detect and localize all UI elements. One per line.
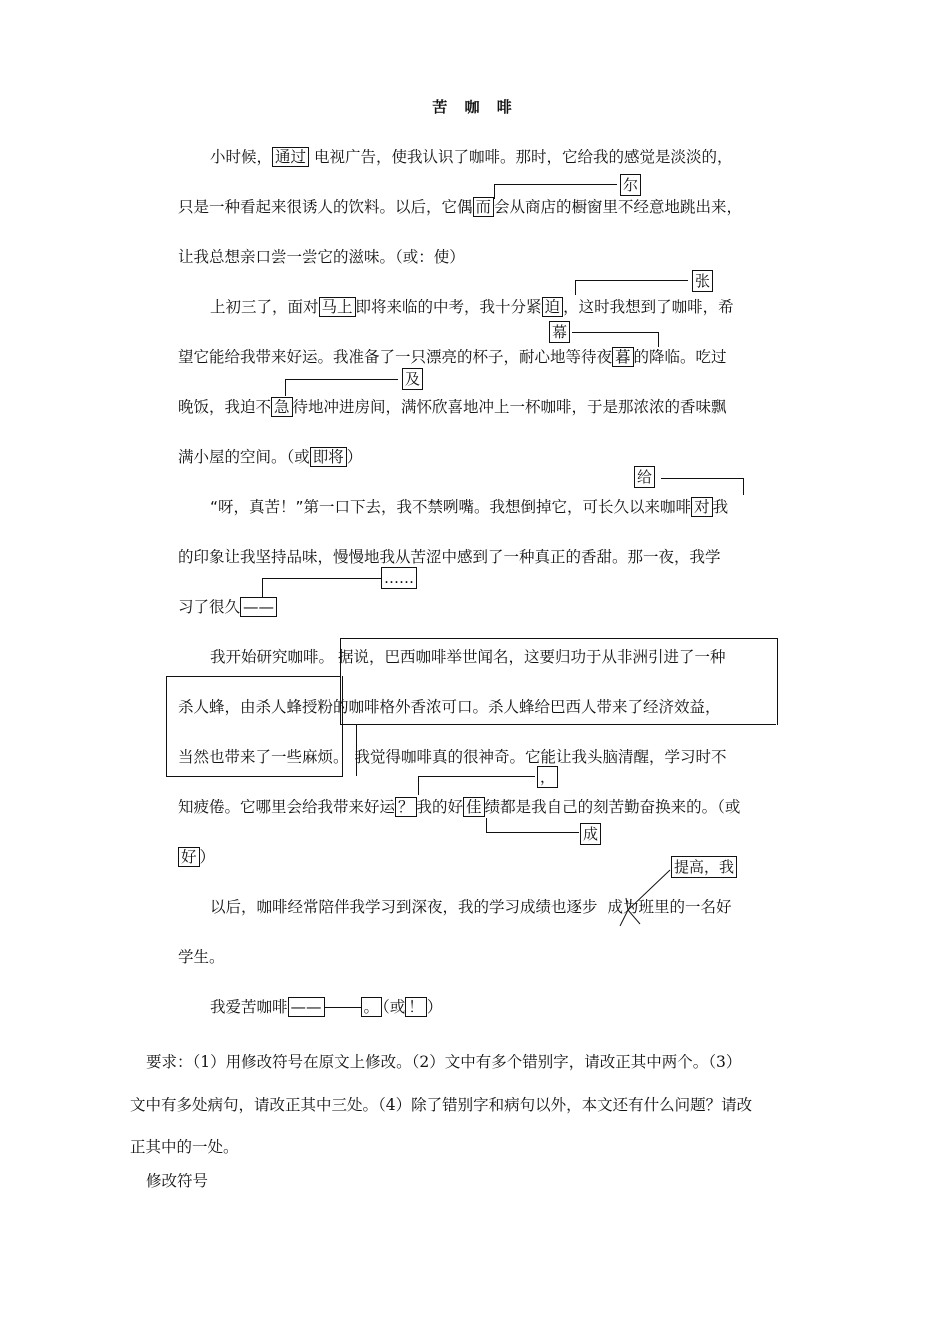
p5-text: 成为班里的一名好: [607, 898, 732, 916]
p4-text: 我觉得咖啡真的很神奇。它能让我头脑清醒，学习时不: [354, 748, 727, 766]
p4-text: 我的好: [416, 798, 464, 816]
p2-line-4: [178, 446, 362, 468]
p4-line-3: [178, 746, 727, 768]
p4-text: 绩都是我自己的刻苦勤奋换来的。（或: [484, 798, 741, 816]
correction-box: 即将: [310, 447, 347, 467]
requirements-line-3: 正其中的一处。: [130, 1138, 239, 1156]
p2-text: ）: [346, 448, 363, 466]
correction-line: [572, 332, 659, 347]
p5-text: 以后，咖啡经常陪伴我学习到深夜，我的学习成绩也逐步: [210, 898, 598, 916]
correction-mark-gei: 给: [634, 466, 655, 488]
requirements-line-1: 要求：（1）用修改符号在原文上修改。（2）文中有多个错别字，请改正其中两个。（3）: [146, 1053, 742, 1071]
p1-text: 小时候，: [210, 148, 273, 166]
correction-box: 马上: [319, 297, 356, 317]
move-box-edge: [166, 676, 340, 677]
correction-mark-mu: 幕: [549, 321, 570, 343]
p2-line-2: [178, 346, 727, 368]
p4-line-2: 杀人蜂，由杀人蜂授粉的咖啡格外香浓可口。杀人蜂给巴西人带来了经济效益，: [178, 698, 721, 716]
p1-line-3: 让我总想亲口尝一尝它的滋味。（或：使）: [178, 248, 465, 266]
correction-mark-tigao: 提高，我: [671, 856, 737, 878]
p6-text: 我爱苦咖啡: [210, 998, 288, 1016]
correction-box: 。: [361, 997, 383, 1017]
p6-text: （或: [382, 998, 406, 1016]
p2-line-1: [210, 296, 734, 318]
p5-line-2: 学生。: [178, 948, 225, 966]
p1-line-1: [210, 146, 732, 168]
correction-box: 佳: [463, 797, 485, 817]
correction-mark-comma: ，: [537, 766, 558, 788]
p3-line-1: [210, 496, 728, 518]
p2-text: 晚饭，我迫不: [178, 398, 272, 416]
correction-line: [486, 818, 579, 833]
p2-text: ，这时我想到了咖啡，希: [563, 298, 734, 316]
correction-box: 通过: [272, 147, 309, 167]
section-heading-symbols: 修改符号: [146, 1172, 209, 1190]
p4-text: 知疲倦。它哪里会给我带来好运: [178, 798, 396, 816]
correction-mark-zhang: 张: [692, 270, 713, 292]
move-box-edge: [340, 724, 776, 725]
correction-box: 急: [271, 397, 293, 417]
correction-box: 迫: [542, 297, 564, 317]
correction-line: [285, 379, 398, 396]
p3-text: 我: [712, 498, 729, 516]
correction-box: 对: [691, 497, 713, 517]
requirements-line-2: 文中有多处病句，请改正其中三处。（4）除了错别字和病句以外，本文还有什么问题？请改: [130, 1096, 753, 1114]
correction-mark-ellipsis: ……: [381, 567, 417, 589]
correction-box: ——: [240, 597, 277, 617]
p3-text: “呀，真苦！”第一口下去，我不禁咧嘴。我想倒掉它，可长久以来咖啡: [210, 498, 692, 516]
correction-line: [262, 578, 381, 597]
p3-text: 习了很久: [178, 598, 241, 616]
correction-box: ——: [288, 997, 325, 1017]
p2-text: 满小屋的空间。（或: [178, 448, 310, 466]
p4-text: 据说，巴西咖啡举世闻名，这要归功于从非洲引进了一种: [338, 648, 726, 666]
p4-text: 当然也带来了一些麻烦。: [178, 748, 349, 766]
p2-text: 即将来临的中考，我十分紧: [355, 298, 542, 316]
connector-dash: [325, 1007, 361, 1008]
p2-line-3: [178, 396, 727, 418]
p1-text: 电视广告，使我认识了咖啡。那时，它给我的感觉是淡淡的，: [309, 148, 733, 166]
p5-line-1: [210, 896, 732, 918]
p4-text: 我开始研究咖啡。: [210, 648, 335, 666]
p1-line-2: [178, 196, 742, 218]
p6-text: ）: [426, 998, 443, 1016]
correction-box: 暮: [612, 347, 634, 367]
p2-text: 的降临。吃过: [633, 348, 727, 366]
p4-line-4: [178, 796, 740, 818]
correction-line: [575, 280, 688, 295]
essay-title: 苦 咖 啡: [432, 98, 518, 116]
correction-box: ！: [405, 997, 427, 1017]
correction-line: [661, 478, 744, 495]
p2-text: 待地冲进房间，满怀欣喜地冲上一杯咖啡，于是那浓浓的香味飘: [292, 398, 727, 416]
p2-text: 上初三了，面对: [210, 298, 319, 316]
p4-line-1: [210, 646, 726, 668]
p6-line: [210, 996, 442, 1018]
p4-text: ）: [199, 848, 216, 866]
correction-box: ？: [395, 797, 417, 817]
correction-mark-er: 尔: [620, 174, 641, 196]
correction-line: [418, 776, 535, 795]
p1-text: 只是一种看起来很诱人的饮料。以后，它偶: [178, 198, 473, 216]
p1-text: 会从商店的橱窗里不经意地跳出来，: [494, 198, 743, 216]
p2-text: 望它能给我带来好运。我准备了一只漂亮的杯子，耐心地等待夜: [178, 348, 613, 366]
correction-mark-cheng: 成: [580, 823, 601, 845]
p4-line-5: [178, 846, 215, 868]
correction-box: 好: [178, 847, 200, 867]
correction-mark-ji: 及: [402, 368, 423, 390]
correction-box: 而: [473, 197, 495, 217]
p3-line-2: 的印象让我坚持品味，慢慢地我从苦涩中感到了一种真正的香甜。那一夜，我学: [178, 548, 721, 566]
p3-line-3: [178, 596, 277, 618]
